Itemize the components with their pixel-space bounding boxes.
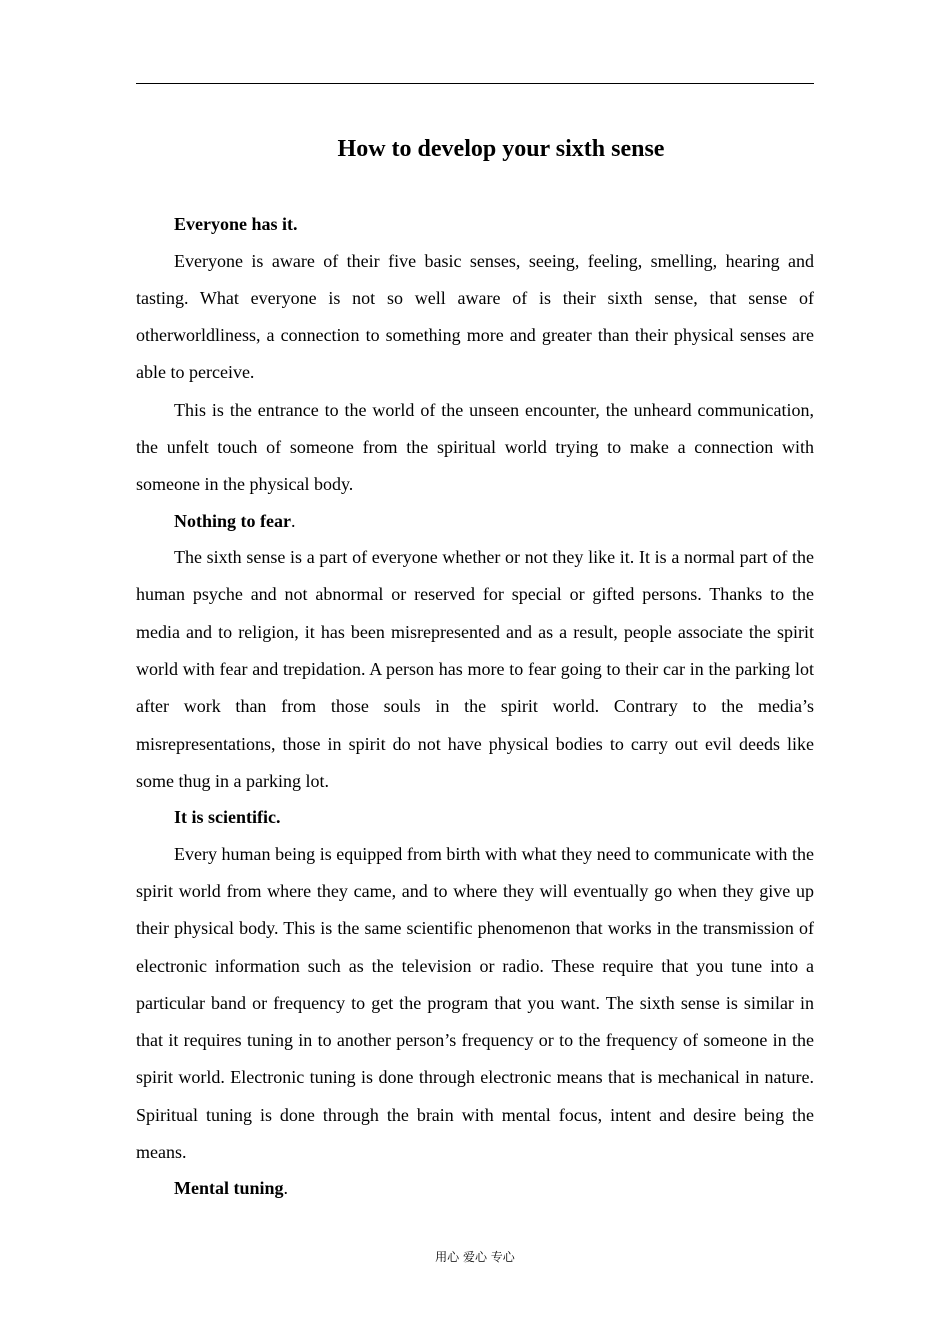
section-heading	[136, 504, 814, 540]
section-heading	[136, 207, 814, 243]
heading-text: Nothing to fear	[174, 510, 291, 531]
heading-text: Everyone has it.	[174, 214, 298, 234]
heading-suffix: .	[290, 510, 296, 531]
paragraph: Every human being is equipped from birth with what they need to communicate with the spirit world from where they came, and to where they will eventually go when they give up their physical body. This is the same scientific phenomenon that works in the transmission of electronic information such as the television or radio. These require that you tune into a particular band or frequency to get the program that you want. The sixth sense is similar in that it requires tuning in to another person’s frequency or to the frequency of someone in the spirit world. Electronic tuning is done through electronic means that is mechanical in nature. Spiritual tuning is done through the brain with mental focus, intent and desire being the means.	[136, 843, 814, 1163]
paragraph: This is the entrance to the world of the unseen encounter, the unheard communication, the unfelt touch of someone from the spiritual world trying to make a connection with someone in the physical body.	[136, 399, 814, 495]
paragraph: The sixth sense is a part of everyone whether or not they like it. It is a normal part of the human psyche and not abnormal or reserved for special or gifted persons. Thanks to the media and to religion, it has been misrepresented and as a result, people associate the spirit world with fear and trepidation. A person has more to fear going to their car in the parking lot after work than from those souls in the spirit world. Contrary to the media’s misrepresentations, those in spirit do not have physical bodies to carry out evil deeds like some thug in a parking lot.	[136, 547, 814, 791]
document-title: How to develop your sixth sense	[337, 136, 665, 162]
section-heading	[136, 1171, 814, 1207]
header-rule	[136, 83, 814, 84]
document-body	[136, 207, 814, 1207]
section-heading	[136, 800, 814, 836]
heading-suffix: .	[283, 1178, 289, 1199]
paragraph: Everyone is aware of their five basic senses, seeing, feeling, smelling, hearing and tasting. What everyone is not so well aware of is their sixth sense, that sense of otherworldliness, a connection to something more and greater than their physical senses are able to perceive.	[136, 250, 814, 383]
heading-text: Mental tuning	[174, 1178, 284, 1199]
heading-text: It is scientific.	[174, 807, 281, 828]
page-footer: 用心 爱心 专心	[435, 1250, 515, 1264]
